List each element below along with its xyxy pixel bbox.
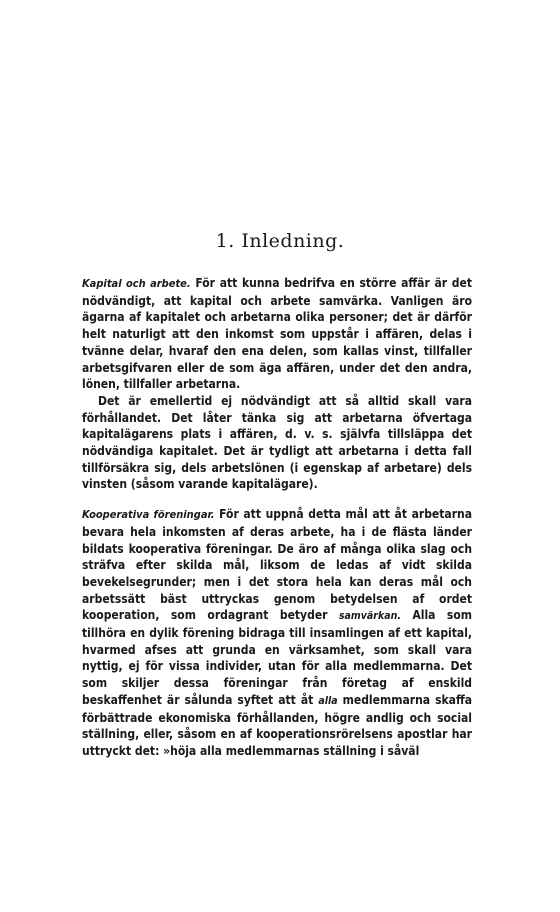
emphasized-word-alla: alla: [318, 694, 338, 707]
paragraph-cooperative-societies: [82, 506, 472, 760]
paragraph-ownership: [82, 393, 472, 493]
body-text: [82, 275, 472, 760]
paragraph-text: Alla som tillhöra en dylik förening bidraga till insamlingen af ett kapital, hvarmed afses att grunda en värksamhet, som skall vara nyttig, ej för vissa individer, utan för alla medlemmarna. Det som skiljer dessa föreningar från företag af enskild beskaffenhet är sålunda syftet att åt: [82, 608, 472, 707]
chapter-heading: 1. Inledning.: [215, 230, 345, 252]
side-heading-capital-and-labour: Kapital och arbete.: [82, 277, 191, 290]
paragraph-capital-and-labour: [82, 275, 472, 393]
paragraph-text: För att kunna bedrifva en större affär är det nödvändigt, att kapital och arbete samvärka. Vanligen äro ägarna af kapitalet och arbetarna olika personer; det är därför helt naturligt att den inkomst som uppstår i affären, delas i tvänne delar, hvaraf den ena delen, som kallas vinst, tillfaller arbetsgifvaren eller de som äga affären, under det den andra, lönen, tillfaller arbetarna.: [82, 276, 472, 392]
paragraph-text: Det är emellertid ej nödvändigt att så alltid skall vara förhållandet. Det låter tänka sig att arbetarna öfvertaga kapitalägarens plats i affären, d. v. s. självfa tillsläppa det nödvändiga kapitalet. Det är tydligt att arbetarna i detta fall tillförsäkra sig, dels arbetslönen (i egenskap af arbetare) dels vinsten (såsom varande kapitalägare).: [82, 393, 472, 492]
side-heading-cooperative-societies: Kooperativa föreningar.: [82, 508, 215, 522]
paragraph-text: medlemmarna skaffa förbättrade ekonomiska förhållanden, högre andlig och social ställning, eller, såsom en af kooperationsrörelsens apostlar har uttryckt det: »höja alla medlemmarnas ställning i såväl: [82, 692, 472, 758]
emphasized-word-samvarkan: samvärkan.: [338, 610, 401, 623]
paragraph-text: För att uppnå detta mål att åt arbetarna bevara hela inkomsten af deras arbete, ha i de flästa länder bildats kooperativa föreningar. De äro af många olika slag och sträfva efter skilda mål, liksom de ledas af vidt skilda bevekelsegrunder; men i det stora hela kan deras mål och arbetssätt bäst uttryckas genom betydelsen af ordet kooperation, som ordagrant betyder: [82, 507, 472, 623]
